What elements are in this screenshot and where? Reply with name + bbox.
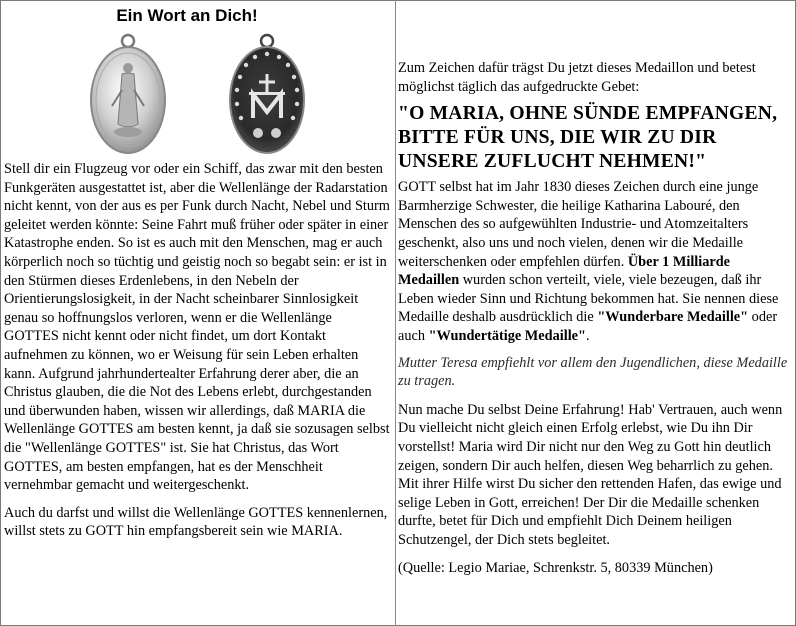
history-paragraph: [398, 178, 790, 345]
history-bold-name1: "Wunderbare Medaille": [597, 309, 749, 326]
page-title: Ein Wort an Dich!: [116, 6, 258, 25]
right-column: [398, 0, 790, 578]
history-text-d: .: [585, 327, 590, 344]
history-text-c: oder auch: [398, 309, 778, 344]
medal-images: [4, 28, 390, 160]
history-bold-name2: "Wundertätige Medaille": [428, 327, 586, 344]
prayer-text: "O MARIA, OHNE SÜNDE EMPFANGEN, BITTE FÜR UNS, DIE WIR ZU DIR UNSERE ZUFLUCHT NEHMEN!": [398, 103, 778, 173]
invitation-paragraph: Nun mache Du selbst Deine Erfahrung! Hab' Vertrauen, auch wenn Du vielleicht nicht gleich einen Erfolg erlebst, wie Du ihn Dir vorstellst! Maria wird Dir nicht nur den Weg zu Gott hin deutlich zeigen, sondern Dir auch helfen, diesen Weg beharrlich zu gehen. Mit ihrer Hilfe wirst Du sicher den rettenden Hafen, das ewige und selige Leben in Gott, erreichen! Der Dir die Medaille schenken durfte, betet für Dich und empfiehlt Dich Deinem heiligen Schutzengel, der Dich stets begleitet.: [398, 401, 783, 548]
medallion-intro: Zum Zeichen dafür trägst Du jetzt dieses Medaillon und betest möglichst täglich das aufgedruckte Gebet:: [398, 60, 756, 95]
history-text-b: wurden schon verteilt, viele, viele bezeugen, daß ihr Leben wieder Sinn und Richtung bekommen hat. Sie nennen diese Medaille deshalb ausdrücklich die: [398, 272, 779, 326]
closing-paragraph: Auch du darfst und willst die Wellenlänge GOTTES kennenlernen, willst stets zu GOTT hin empfangsbereit sein wie MARIA.: [4, 504, 388, 540]
intro-paragraph: Stell dir ein Flugzeug vor oder ein Schiff, das zwar mit den besten Funkgeräten ausgestattet ist, aber die Wellenlänge der Radarstation nicht kennt, von der aus es per Funk durch Nacht, Nebel und Sturm geleitet werden könnte: Seine Fahrt muß früher oder später in einer Katastrophe enden. So ist es auch mit den Menschen, mag er auch körperlich noch so tüchtig und geistig noch so begabt sein: er ist in den Stürmen dieses Erdenlebens, in den Nebeln der Orientierungslosigkeit, in der Nacht scheinbarer Sinnlosigkeit genau so hoffnungslos verloren, wenn er die Wellenlänge GOTTES nicht kennt oder nicht findet, um dort Kontakt aufnehmen zu können, wo er Weisung für sein Leben erhalten kann. Aufgrund jahrhundertealter Erfahrung derer aber, die an Christus glauben, die die Not des Lebens erlebt, durchgestanden und überwunden haben, wissen wir allerdings, daß MARIA die Wellenlänge GOTTES am besten kennt, ja daß sie sozusagen selbst die "Wellenlänge GOTTES" ist. Sie hat Christus, das Wort GOTTES, am besten empfangen, hat es der Menschheit vernehmbar gemacht und weitergeschenkt.: [4, 161, 390, 494]
history-text-a: GOTT selbst hat im Jahr 1830 dieses Zeichen durch eine junge Barmherzige Schwester, die heilige Katharina Labouré, den Menschen des so aufgewühlten Industrie- und Atomzeitalters geschenkt, also uns und noch vielen, denen wir die Medaille weiterschenken oder empfehlen dürfen.: [398, 179, 759, 270]
history-bold-count: Über 1 Milliarde Medaillen: [398, 253, 731, 289]
source-note: (Quelle: Legio Mariae, Schrenkstr. 5, 80339 München): [398, 560, 713, 577]
teresa-quote: Mutter Teresa empfiehlt vor allem den Jugendlichen, diese Medaille zu tragen.: [398, 354, 788, 390]
left-column: [4, 0, 390, 541]
column-divider: [395, 0, 396, 626]
medal-front-image: [86, 32, 170, 158]
medal-back-image: [225, 32, 309, 158]
